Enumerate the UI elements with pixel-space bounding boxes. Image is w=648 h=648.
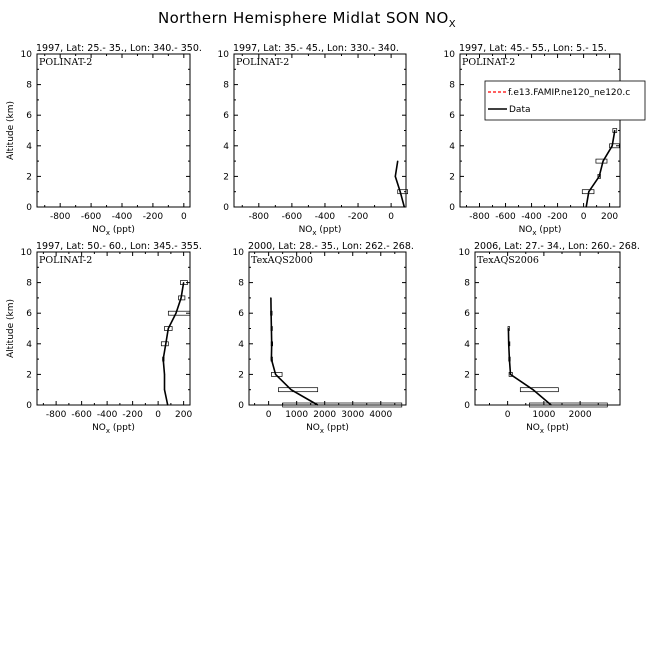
panel-3 xyxy=(444,43,620,237)
y-tick-label: 10 xyxy=(20,248,32,258)
panel-4 xyxy=(6,241,202,435)
data-point xyxy=(168,328,169,329)
data-point xyxy=(612,145,613,146)
data-point xyxy=(317,404,318,405)
plot-frame xyxy=(37,252,190,405)
y-tick-label: 8 xyxy=(464,278,470,289)
data-point xyxy=(165,343,166,344)
campaign-label: TexAQS2000 xyxy=(251,255,313,266)
panel-title: 1997, Lat: 25.- 35., Lon: 340.- 350. xyxy=(36,43,202,54)
x-tick-label: 0 xyxy=(155,410,161,420)
x-tick-label: -600 xyxy=(495,212,516,222)
y-tick-label: 4 xyxy=(238,339,244,350)
panel-title: 2000, Lat: 28.- 35., Lon: 262.- 268. xyxy=(248,241,414,252)
x-axis-label xyxy=(92,423,135,435)
y-tick-label: 4 xyxy=(26,339,32,350)
y-tick-label: 8 xyxy=(238,278,244,289)
y-tick-label: 6 xyxy=(238,309,244,320)
y-tick-label: 4 xyxy=(449,141,455,152)
plot-frame xyxy=(460,54,620,207)
x-tick-label: -400 xyxy=(111,212,133,222)
data-point xyxy=(508,343,509,344)
x-tick-label: 3000 xyxy=(341,410,365,420)
x-tick-label: -400 xyxy=(314,212,336,222)
data-point xyxy=(614,130,615,131)
campaign-label: POLINAT-2 xyxy=(236,57,290,68)
x-tick-label: 1000 xyxy=(285,410,309,420)
x-tick-label: -600 xyxy=(71,410,92,420)
x-axis-label xyxy=(519,225,562,237)
x-tick-label: 0 xyxy=(388,212,394,222)
x-tick-label: 2000 xyxy=(313,410,337,420)
y-tick-label: 6 xyxy=(26,111,32,122)
data-point xyxy=(400,191,401,192)
y-tick-label: 6 xyxy=(223,111,229,122)
x-axis-label xyxy=(526,423,569,435)
y-axis-label: Altitude (km) xyxy=(6,100,16,161)
x-tick-label: -800 xyxy=(469,212,490,222)
y-tick-label: 0 xyxy=(464,401,470,411)
data-point xyxy=(290,389,291,390)
panel-1 xyxy=(6,43,202,237)
data-point xyxy=(271,359,272,360)
x-tick-label: 0 xyxy=(180,212,187,222)
plot-frame xyxy=(475,252,620,405)
x-tick-label: 0 xyxy=(504,410,511,420)
plot-frame xyxy=(234,54,406,207)
data-point xyxy=(183,282,184,283)
x-axis-label-sub: x xyxy=(539,427,545,435)
data-point xyxy=(551,404,552,405)
x-tick-label: 0 xyxy=(580,212,587,222)
data-point xyxy=(164,374,165,375)
data-point xyxy=(271,328,272,329)
x-axis-label xyxy=(92,225,135,237)
data-point xyxy=(271,313,272,314)
data-range-box xyxy=(278,388,317,392)
legend-data-label: Data xyxy=(509,105,531,115)
x-tick-label: -600 xyxy=(80,212,102,222)
data-point xyxy=(163,359,164,360)
x-tick-label: -200 xyxy=(547,212,568,222)
x-tick-label: 200 xyxy=(600,212,619,222)
y-tick-label: 6 xyxy=(464,309,470,320)
y-tick-label: 2 xyxy=(26,370,32,381)
data-point xyxy=(602,161,603,162)
data-point xyxy=(404,206,405,207)
x-tick-label: -600 xyxy=(281,212,303,222)
x-axis-label-main: NO xyxy=(92,423,106,433)
figure-title: Northern Hemisphere Midlat SON $NO_X$ xyxy=(157,9,457,30)
y-tick-label: 4 xyxy=(26,141,32,152)
x-axis-label-sub: x xyxy=(312,229,317,237)
data-point xyxy=(167,404,168,405)
x-axis-label-sub: x xyxy=(105,427,111,435)
x-axis-label-main: NO xyxy=(306,423,320,433)
data-line xyxy=(508,329,551,406)
data-line xyxy=(586,131,615,208)
panel-5 xyxy=(233,241,414,435)
plot-frame xyxy=(37,54,190,207)
y-tick-label: 2 xyxy=(26,172,32,183)
x-tick-label: -200 xyxy=(122,410,143,420)
y-tick-label: 0 xyxy=(238,401,244,411)
panel-2 xyxy=(218,43,408,237)
data-point xyxy=(271,343,272,344)
x-tick-label: -800 xyxy=(45,410,67,420)
y-tick-label: 8 xyxy=(26,80,32,91)
data-point xyxy=(397,161,398,162)
y-tick-label: 6 xyxy=(449,111,455,122)
y-tick-label: 2 xyxy=(449,172,455,183)
data-point xyxy=(599,176,600,177)
y-tick-label: 8 xyxy=(449,80,455,91)
y-tick-label: 10 xyxy=(458,248,470,258)
campaign-label: TexAQS2006 xyxy=(477,255,539,266)
y-tick-label: 10 xyxy=(443,50,455,60)
x-tick-label: 1000 xyxy=(532,410,556,420)
panel-title: 2006, Lat: 27.- 34., Lon: 260.- 268. xyxy=(474,241,640,252)
y-tick-label: 0 xyxy=(26,401,32,411)
data-point xyxy=(510,374,511,375)
x-tick-label: 2000 xyxy=(568,410,592,420)
y-tick-label: 8 xyxy=(26,278,32,289)
x-axis-label-unit: (ppt) xyxy=(324,423,349,433)
y-tick-label: 10 xyxy=(217,50,229,60)
data-point xyxy=(175,313,176,314)
data-point xyxy=(509,359,510,360)
y-tick-label: 4 xyxy=(464,339,470,350)
legend-model-label: f.e13.FAMIP.ne120_ne120.c xyxy=(508,88,631,98)
panel-title: 1997, Lat: 50.- 60., Lon: 345.- 355. xyxy=(36,241,202,252)
y-tick-label: 2 xyxy=(464,370,470,381)
campaign-label: POLINAT-2 xyxy=(462,57,516,68)
x-axis-label-main: NO xyxy=(518,225,533,235)
x-tick-label: 200 xyxy=(175,410,193,420)
data-point xyxy=(270,297,271,298)
x-axis-label-unit: (ppt) xyxy=(536,225,562,235)
y-tick-label: 2 xyxy=(223,172,229,183)
panel-title: 1997, Lat: 45.- 55., Lon: 5.- 15. xyxy=(459,43,607,54)
x-axis-label-sub: x xyxy=(532,229,537,237)
data-point xyxy=(275,374,276,375)
x-tick-label: -800 xyxy=(49,212,71,222)
y-tick-label: 2 xyxy=(238,370,244,381)
y-tick-label: 8 xyxy=(223,80,229,91)
x-axis-label-main: NO xyxy=(298,225,313,235)
x-axis-label-unit: (ppt) xyxy=(316,225,342,235)
data-point xyxy=(508,328,509,329)
data-point xyxy=(532,389,533,390)
data-range-box xyxy=(596,159,607,163)
x-axis-label xyxy=(299,225,342,237)
panel-title: 1997, Lat: 35.- 45., Lon: 330.- 340. xyxy=(233,43,399,54)
y-tick-label: 6 xyxy=(26,309,32,320)
data-line xyxy=(271,298,318,405)
x-tick-label: 4000 xyxy=(369,410,393,420)
y-tick-label: 10 xyxy=(20,50,32,60)
campaign-label: POLINAT-2 xyxy=(39,255,93,266)
campaign-label: POLINAT-2 xyxy=(39,57,93,68)
data-line xyxy=(395,161,404,207)
data-point xyxy=(586,206,587,207)
x-tick-label: -200 xyxy=(142,212,164,222)
x-axis-label-unit: (ppt) xyxy=(110,423,135,433)
y-axis-label: Altitude (km) xyxy=(6,298,16,359)
x-axis-label-unit: (ppt) xyxy=(544,423,569,433)
panel-6 xyxy=(459,241,640,435)
y-tick-label: 10 xyxy=(232,248,244,258)
x-tick-label: 0 xyxy=(265,410,272,420)
x-tick-label: -200 xyxy=(347,212,369,222)
data-range-box xyxy=(520,388,558,392)
data-point xyxy=(395,176,396,177)
x-axis-label-sub: x xyxy=(105,229,111,237)
y-tick-label: 0 xyxy=(26,203,32,213)
x-tick-label: -400 xyxy=(96,410,118,420)
x-tick-label: -400 xyxy=(521,212,542,222)
x-tick-label: -800 xyxy=(248,212,270,222)
y-tick-label: 0 xyxy=(223,203,229,213)
x-axis-label-main: NO xyxy=(92,225,106,235)
x-axis-label-sub: x xyxy=(319,427,325,435)
x-axis-label-main: NO xyxy=(526,423,540,433)
legend xyxy=(485,81,645,120)
x-axis-label xyxy=(306,423,349,435)
data-point xyxy=(164,389,165,390)
data-point xyxy=(180,297,181,298)
y-tick-label: 0 xyxy=(449,203,455,213)
x-axis-label-unit: (ppt) xyxy=(110,225,135,235)
data-point xyxy=(588,191,589,192)
y-tick-label: 4 xyxy=(223,141,229,152)
